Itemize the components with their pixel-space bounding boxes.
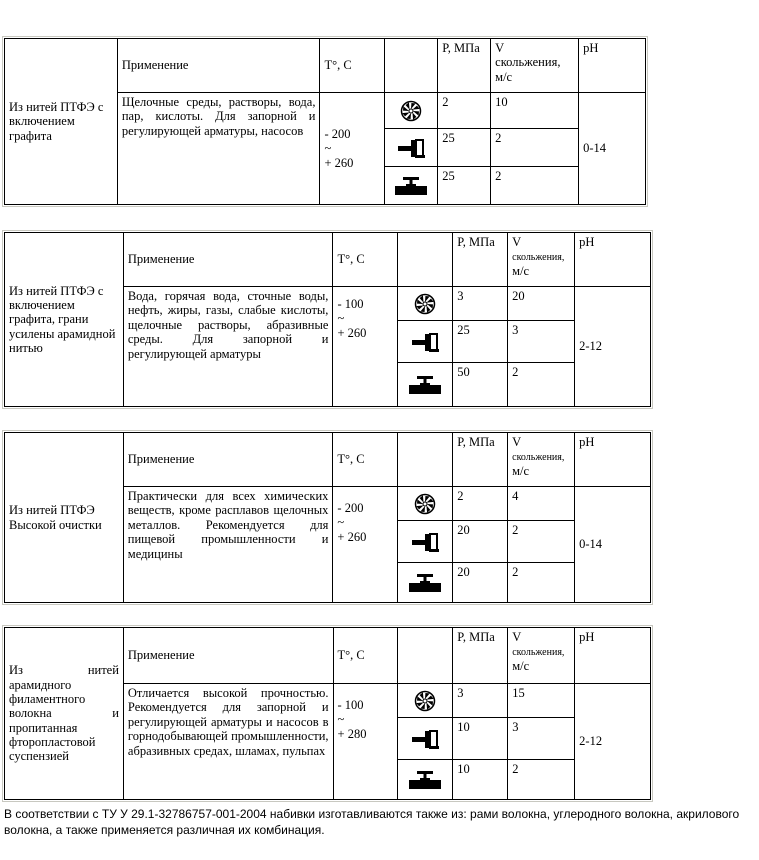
velocity-unit: м/с — [512, 463, 530, 478]
header-application: Применение — [123, 233, 333, 287]
velocity-value: 2 — [508, 521, 575, 563]
header-pressure: P, МПа — [453, 433, 508, 487]
temp-max: + 280 — [337, 726, 367, 741]
reciprocating-piston-icon — [385, 129, 438, 167]
temperature-range — [320, 93, 385, 205]
velocity-label: V — [512, 630, 522, 644]
velocity-value: 2 — [508, 760, 575, 800]
velocity-sub: скольжения, — [512, 452, 565, 464]
ph-range: 2-12 — [575, 287, 651, 407]
temp-min: - 100 — [337, 297, 364, 311]
pressure-value: 10 — [453, 760, 508, 800]
velocity-value: 4 — [508, 487, 575, 521]
header-temperature: T°, C — [333, 433, 398, 487]
valve-icon — [385, 167, 438, 205]
pump-rotary-icon — [398, 287, 453, 321]
application-text: Практически для всех химических веществ, кроме расплавов щелочных металлов. Рекомендуется для пищевой промышленности и медицины — [123, 487, 333, 603]
velocity-sub: скольжения, — [495, 55, 561, 70]
header-velocity — [508, 628, 575, 684]
temperature-range — [333, 287, 398, 407]
velocity-unit: м/с — [495, 69, 513, 84]
reciprocating-piston-icon — [398, 321, 453, 363]
header-application: Применение — [123, 628, 333, 684]
header-ph: pH — [575, 628, 651, 684]
header-application: Применение — [123, 433, 333, 487]
pressure-value: 25 — [438, 167, 491, 205]
velocity-label: V — [512, 235, 522, 249]
header-icon-blank — [398, 433, 453, 487]
velocity-unit: м/с — [512, 263, 530, 278]
spec-table-4 — [4, 627, 651, 800]
pressure-value: 50 — [453, 363, 508, 407]
velocity-value: 15 — [508, 684, 575, 718]
header-ph: pH — [575, 233, 651, 287]
temp-min: - 200 — [324, 126, 351, 141]
header-temperature: T°, C — [333, 628, 398, 684]
ph-range: 0-14 — [579, 93, 646, 205]
spec-table-3 — [4, 432, 651, 603]
temp-sep: ~ — [337, 712, 345, 727]
velocity-value: 2 — [508, 563, 575, 603]
header-pressure: P, МПа — [438, 39, 491, 93]
header-temperature: T°, C — [320, 39, 385, 93]
velocity-value: 3 — [508, 718, 575, 760]
reciprocating-piston-icon — [398, 718, 453, 760]
application-text: Вода, горячая вода, сточные воды, нефть, жиры, газы, слабые кислоты, щелочные растворы, абразивные среды. Для запорной и регулирующей арматуры — [123, 287, 333, 407]
spec-table-1 — [4, 38, 646, 205]
temp-max: + 260 — [337, 325, 367, 340]
pressure-value: 20 — [453, 563, 508, 603]
material-name: Из нитей ПТФЭ с включением графита — [5, 39, 118, 205]
header-pressure: P, МПа — [453, 628, 508, 684]
velocity-sub: скольжения, — [512, 647, 565, 659]
header-icon-blank — [385, 39, 438, 93]
temp-sep: ~ — [324, 141, 332, 156]
pressure-value: 3 — [453, 287, 508, 321]
valve-icon — [398, 563, 453, 603]
velocity-value: 10 — [491, 93, 579, 129]
pressure-value: 2 — [453, 487, 508, 521]
header-pressure: P, МПа — [453, 233, 508, 287]
reciprocating-piston-icon — [398, 521, 453, 563]
header-ph: pH — [575, 433, 651, 487]
velocity-label: V — [495, 41, 505, 55]
footnote-text: В соответствии с ТУ У 29.1-32786757-001-2004 набивки изготавливаются также из: рами волокна, углеродного волокна, акрилового волокна, а также применяется различная их комбинация. — [4, 807, 740, 837]
spec-table-2 — [4, 232, 651, 407]
temperature-range — [333, 684, 398, 800]
temp-min: - 100 — [337, 698, 364, 712]
header-application: Применение — [117, 39, 320, 93]
temp-min: - 200 — [337, 501, 364, 515]
header-icon-blank — [398, 233, 453, 287]
velocity-value: 20 — [508, 287, 575, 321]
velocity-value: 3 — [508, 321, 575, 363]
material-name: Из нитей арамидного филаментного волокна и пропитанная фторопластовой суспензией — [5, 628, 124, 800]
pressure-value: 25 — [453, 321, 508, 363]
pressure-value: 10 — [453, 718, 508, 760]
material-name: Из нитей ПТФЭ с включением графита, грани усилены арамидной нитью — [5, 233, 124, 407]
application-text: Отличается высокой прочностью. Рекомендуется для запорной и регулирующей арматуры и насосов в горнодобывающей промышленности, абразивных средах, шламах, пульпах — [123, 684, 333, 800]
velocity-sub: скольжения, — [512, 252, 565, 264]
pump-rotary-icon — [385, 93, 438, 129]
temp-sep: ~ — [337, 311, 345, 326]
header-velocity — [508, 233, 575, 287]
header-velocity — [491, 39, 579, 93]
header-temperature: T°, C — [333, 233, 398, 287]
pump-rotary-icon — [398, 684, 453, 718]
velocity-value: 2 — [491, 167, 579, 205]
pressure-value: 20 — [453, 521, 508, 563]
velocity-unit: м/с — [512, 658, 530, 673]
temp-max: + 260 — [337, 529, 367, 544]
material-name: Из нитей ПТФЭ Высокой очистки — [5, 433, 124, 603]
valve-icon — [398, 363, 453, 407]
velocity-label: V — [512, 435, 522, 449]
temp-max: + 260 — [324, 155, 354, 170]
ph-range: 2-12 — [575, 684, 651, 800]
pressure-value: 2 — [438, 93, 491, 129]
header-velocity — [508, 433, 575, 487]
pressure-value: 25 — [438, 129, 491, 167]
application-text: Щелочные среды, растворы, вода, пар, кислоты. Для запорной и регулирующей арматуры, насосов — [117, 93, 320, 205]
velocity-value: 2 — [508, 363, 575, 407]
temperature-range — [333, 487, 398, 603]
ph-range: 0-14 — [575, 487, 651, 603]
velocity-value: 2 — [491, 129, 579, 167]
header-ph: pH — [579, 39, 646, 93]
valve-icon — [398, 760, 453, 800]
pump-rotary-icon — [398, 487, 453, 521]
pressure-value: 3 — [453, 684, 508, 718]
temp-sep: ~ — [337, 515, 345, 530]
header-icon-blank — [398, 628, 453, 684]
